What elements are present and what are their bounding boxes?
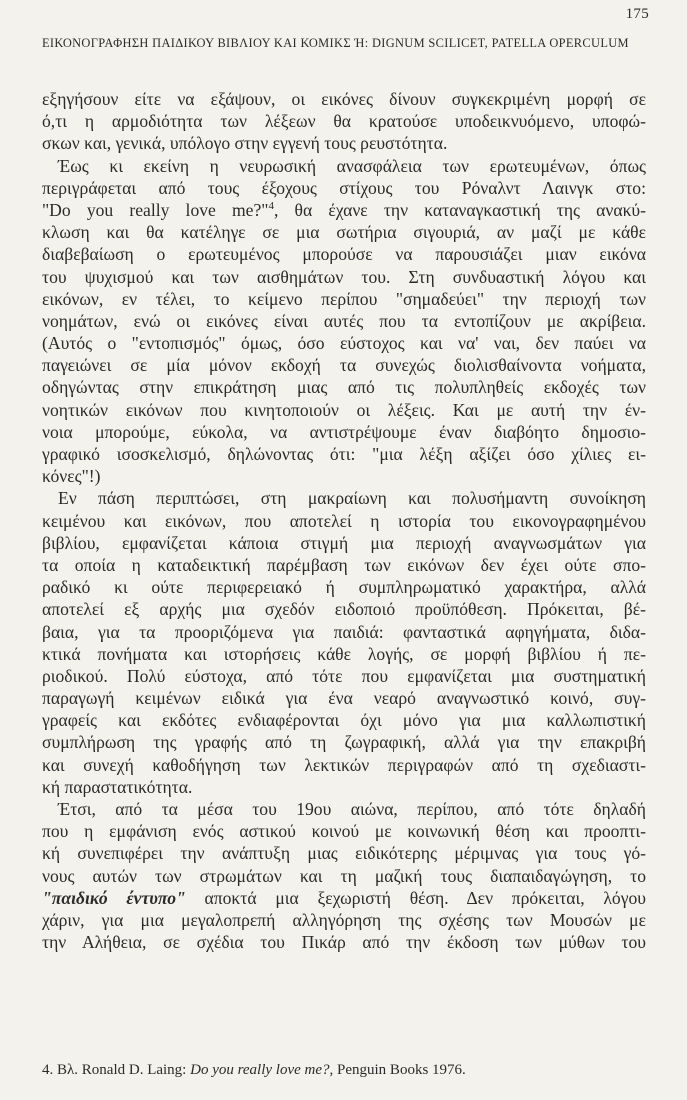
text-line: νοημάτων, ενώ οι εικόνες είναι αυτές που τα εντοπίζουν με ακρίβεια. xyxy=(42,310,646,331)
text-line: παγειώνει σε μία μόνον εκδοχή τα συνεχώς διολισθαίνοντα νοήματα, xyxy=(42,355,646,376)
text-line: συμπλήρωση της γραφής από τη ζωγραφική, αλλά για την επακριβή xyxy=(42,732,646,753)
text-line: εικόνων, εν τέλει, το κείμενο περίπου "σημαδεύει" την περιοχή των xyxy=(42,288,646,309)
text-line: εξηγήσουν είτε να εξάψουν, οι εικόνες δίνουν συγκεκριμένη μορφή σε xyxy=(42,89,646,109)
text-line: διαβεβαίωση ο ερωτευμένος μπορούσε να παρουσιάζει μιαν εικόνα xyxy=(42,244,646,265)
text-line: γραφείς και εκδότες ενδιαφέρονται όχι μόνο για μια καλλωπιστική xyxy=(42,710,646,731)
text-line: νοια μπορούμε, εύκολα, να αντιστρέψουμε έναν διαβόητο δημοσιο- xyxy=(42,421,646,442)
text-line: γραφικό ισοσκελισμό, δηλώνοντας ότι: "μια λέξη αξίζει όσο χίλιες ει- xyxy=(42,444,646,464)
footnote-number: 4. xyxy=(42,1062,54,1078)
text-line xyxy=(42,199,646,221)
emphasized-term: "παιδικό έντυπο" xyxy=(42,887,186,908)
paragraph-2 xyxy=(42,155,646,488)
text-line: (Αυτός ο "εντοπισμός" όμως, όσο εύστοχος και να' ναι, δεν παύει να xyxy=(42,333,646,354)
running-header: ΕΙΚΟΝΟΓΡΑΦΗΣΗ ΠΑΙΔΙΚΟΥ ΒΙΒΛΙΟΥ ΚΑΙ ΚΟΜΙΚΣ Ή: DIGNUM SCILICET, PATELLA OPERCULUM xyxy=(42,36,629,50)
text-line: και συνεχή καθοδήγηση των λεκτικών περιγραφών από τη σχεδιαστι- xyxy=(42,754,646,775)
text-line: κή παραστατικότητα. xyxy=(42,776,193,797)
line-continuation: , θα έχανε την καταναγκαστική της ανακύ- xyxy=(273,199,646,220)
text-line: νους αυτών των στρωμάτων και τη μαζική τους διαπαιδαγώγηση, το xyxy=(42,865,646,886)
text-line: κτικά πονήματα και ιστορήσεις κάθε λογής, σε μορφή βιβλίου ή πε- xyxy=(42,643,646,664)
text-line: κόνες"!) xyxy=(42,466,101,487)
footnote xyxy=(42,1060,646,1080)
text-line: βαια, για τα προοριζόμενα για παιδιά: φανταστικά αφηγήματα, διδα- xyxy=(42,621,646,642)
text-line: αποτελεί εξ αρχής μια σχεδόν ειδοποιό προϋπόθεση. Πρόκειται, βέ- xyxy=(42,599,646,620)
paragraph-1 xyxy=(42,88,646,155)
text-line xyxy=(42,887,646,909)
text-line: του ψυχισμού και των αισθημάτων του. Στη συνδυαστική λόγου και xyxy=(42,266,646,287)
text-line: παραγωγή κειμένων ειδικά για ένα νεαρό αναγνωστικό κοινό, συγ- xyxy=(42,688,646,709)
footnote-prefix: Βλ. Ronald D. Laing: xyxy=(57,1062,191,1078)
text-line: ό,τι η αρμοδιότητα των λέξεων θα κρατούσε υποδεικνυόμενο, υποφώ- xyxy=(42,111,646,132)
footnote-title: Do you really love me? xyxy=(190,1062,330,1078)
footnote-ref: 4 xyxy=(268,200,274,213)
line-continuation: αποκτά μια ξεχωριστή θέση. Δεν πρόκειται, λόγου xyxy=(185,887,646,908)
text-line: Έως κι εκείνη η νευρωσική ανασφάλεια των ερωτευμένων, όπως xyxy=(58,155,646,176)
paragraph-3 xyxy=(42,487,646,798)
paragraph-4 xyxy=(42,798,646,953)
text-line: κλωση και θα κατέληγε σε μια σωτήρια σιγουριά, αν μαζί με κάθε xyxy=(42,222,646,243)
body-text xyxy=(42,88,646,953)
text-line: Εν πάση περιπτώσει, στη μακραίωνη και πολυσήμαντη συνοίκηση xyxy=(58,488,646,509)
text-line: βιβλίου, εμφανίζεται κάποια στιγμή μια περιοχή αναγνωσμάτων για xyxy=(42,532,646,553)
text-line: χάριν, για μια μεγαλοπρεπή αλληγόρηση της σχέσης των Μουσών με xyxy=(42,909,646,930)
text-line: νοητικών εικόνων που κινητοποιούν οι λέξεις. Και με αυτή την έν- xyxy=(42,399,646,420)
text-line: ριοδικού. Πολύ εύστοχα, από τότε που εμφανίζεται μια συστηματική xyxy=(42,665,646,686)
text-line: ραδικό κι ούτε περιφερειακό ή συμπληρωματικό χαρακτήρα, αλλά xyxy=(42,577,646,598)
text-line: σκων και, γενικά, υπόλογο στην εγγενή τους ρευστότητα. xyxy=(42,133,448,154)
text-line: κή συνεπιφέρει την ανάπτυξη μιας ειδικότερης μέριμνας για τους γό- xyxy=(42,843,646,864)
text-line: περιγράφεται από τους έξοχους στίχους του Ρόναλντ Λαινγκ στο: xyxy=(42,177,646,198)
text-line: κειμένου και εικόνων, που αποτελεί η ιστορία του εικονογραφημένου xyxy=(42,510,646,531)
text-line: Έτσι, από τα μέσα του 19ου αιώνα, περίπου, από τότε δηλαδή xyxy=(58,799,646,819)
text-line: την Αλήθεια, σε σχέδια του Πικάρ από την έκδοση των μύθων του xyxy=(42,932,646,953)
quoted-title: "Do you really love me?" xyxy=(42,199,269,220)
text-line: που η εμφάνιση ενός αστικού κοινού με κοινωνική θέση και προοπτι- xyxy=(42,821,646,842)
text-line: τα οποία η καταδεικτική παρέμβαση των εικόνων δεν έχει ούτε σπο- xyxy=(42,554,646,575)
footnote-suffix: , Penguin Books 1976. xyxy=(329,1062,466,1078)
text-line: οδηγώντας στην επικράτηση μιας από τις πολυπληθείς εκδοχές των xyxy=(42,377,646,398)
page-number: 175 xyxy=(625,6,649,22)
